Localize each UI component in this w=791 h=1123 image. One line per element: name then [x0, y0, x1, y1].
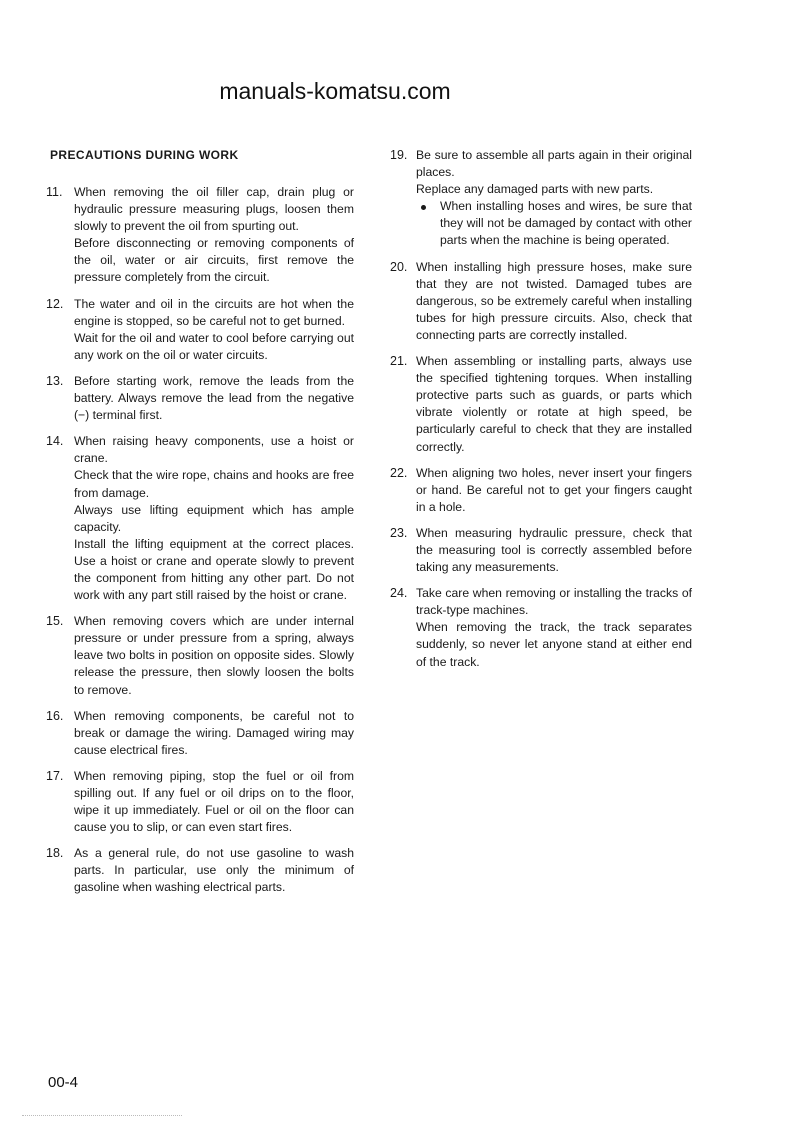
watermark-header: manuals-komatsu.com: [219, 78, 451, 104]
item-paragraph: Replace any damaged parts with new parts.: [416, 182, 654, 197]
list-item-18: [48, 845, 354, 896]
item-number: 15.: [46, 614, 64, 629]
item-paragraph: When removing the oil filler cap, drain plug or hydraulic pressure measuring plugs, loosen them slowly to prevent the oil from spurting out.: [74, 185, 354, 234]
list-item-20: [390, 259, 692, 344]
item-paragraph: When installing high pressure hoses, make sure that they are not twisted. Damaged tubes are dangerous, so be extremely careful when installing tubes for high pressure circuits. Also, check that connecting parts are correctly installed.: [416, 259, 692, 342]
list-item-21: [390, 353, 692, 456]
item-number: 19.: [390, 148, 408, 162]
item-number: 11.: [46, 185, 63, 199]
item-number: 17.: [46, 768, 64, 783]
item-paragraph: Install the lifting equipment at the correct places. Use a hoist or crane and operate slowly to prevent the component from hitting any other part. Do not work with any part still raised by the hoist or crane.: [74, 536, 354, 603]
item-number: 23.: [390, 525, 408, 540]
item-paragraph: Be sure to assemble all parts again in their original places.: [416, 148, 692, 180]
item-paragraph: Check that the wire rope, chains and hooks are free from damage.: [74, 468, 354, 500]
item-number: 13.: [46, 373, 64, 388]
item-paragraph: When assembling or installing parts, always use the specified tightening torques. When installing protective parts such as guards, or parts which vibrate violently or rotate at high speed, be particularly careful to check that they are installed correctly.: [416, 354, 692, 454]
item-paragraph: When raising heavy components, use a hoist or crane.: [74, 434, 354, 466]
item-paragraph: Before starting work, remove the leads from the battery. Always remove the lead from the negative (−) terminal first.: [74, 373, 354, 423]
list-item-23: [390, 525, 692, 576]
right-item-list: [390, 259, 692, 671]
item-paragraph: Take care when removing or installing the tracks of track-type machines.: [416, 586, 692, 618]
item-paragraph: Before disconnecting or removing components of the oil, water or air circuits, first remove the pressure completely from the circuit.: [74, 236, 354, 285]
list-item-14: [48, 433, 354, 604]
list-item-17: [48, 768, 354, 836]
item-paragraph: When removing the track, the track separates suddenly, so never let anyone stand at either end of the track.: [416, 620, 692, 669]
item-number: 16.: [46, 708, 64, 723]
list-item-24: [390, 585, 692, 670]
item-number: 24.: [390, 586, 408, 601]
item-number: 22.: [390, 465, 408, 480]
list-item-19: [390, 147, 692, 250]
item-number: 20.: [390, 259, 408, 274]
left-column: [48, 147, 354, 906]
item-paragraph: When removing piping, stop the fuel or oil from spilling out. If any fuel or oil drips on to the floor, wipe it up immediately. Fuel or oil on the floor can cause you to slip, or can even start fires.: [74, 768, 354, 835]
item-number: 21.: [390, 354, 408, 369]
list-item-11: [48, 184, 354, 287]
bullet-text: When installing hoses and wires, be sure that they will not be damaged by contact with other parts when the machine is being operated.: [440, 199, 692, 248]
footer-divider: [22, 1115, 182, 1118]
page-number: 00-4: [48, 1074, 79, 1091]
list-item-13: [48, 373, 354, 424]
item-paragraph: When aligning two holes, never insert your fingers or hand. Be careful not to get your fingers caught in a hole.: [416, 465, 692, 514]
item-paragraph: When removing components, be careful not to break or damage the wiring. Damaged wiring may cause electrical fires.: [74, 708, 354, 757]
item-paragraph: When removing covers which are under internal pressure or under pressure from a spring, always leave two bolts in position on opposite sides. Slowly release the pressure, then slowly loosen the bolts to remove.: [74, 614, 354, 697]
item-number: 14.: [46, 434, 64, 449]
item-number: 18.: [46, 846, 64, 861]
list-item-22: [390, 465, 692, 516]
bullet-icon: [421, 205, 426, 210]
item-paragraph: As a general rule, do not use gasoline to wash parts. In particular, use only the minimum of gasoline when washing electrical parts.: [74, 846, 354, 895]
list-item-15: [48, 613, 354, 698]
item-paragraph: Wait for the oil and water to cool before carrying out any work on the oil or water circuits.: [74, 330, 354, 362]
list-item-16: [48, 708, 354, 759]
section-title: PRECAUTIONS DURING WORK: [50, 148, 239, 162]
item-number: 12.: [46, 296, 64, 311]
bullet-point: [416, 198, 692, 249]
item-paragraph: Always use lifting equipment which has ample capacity.: [74, 502, 354, 534]
right-column: [390, 147, 692, 680]
left-item-list: [48, 184, 354, 897]
list-item-12: [48, 296, 354, 364]
item-paragraph: When measuring hydraulic pressure, check that the measuring tool is correctly assembled before taking any measurements.: [416, 525, 692, 575]
item-paragraph: The water and oil in the circuits are hot when the engine is stopped, so be careful not to get burned.: [74, 296, 354, 328]
